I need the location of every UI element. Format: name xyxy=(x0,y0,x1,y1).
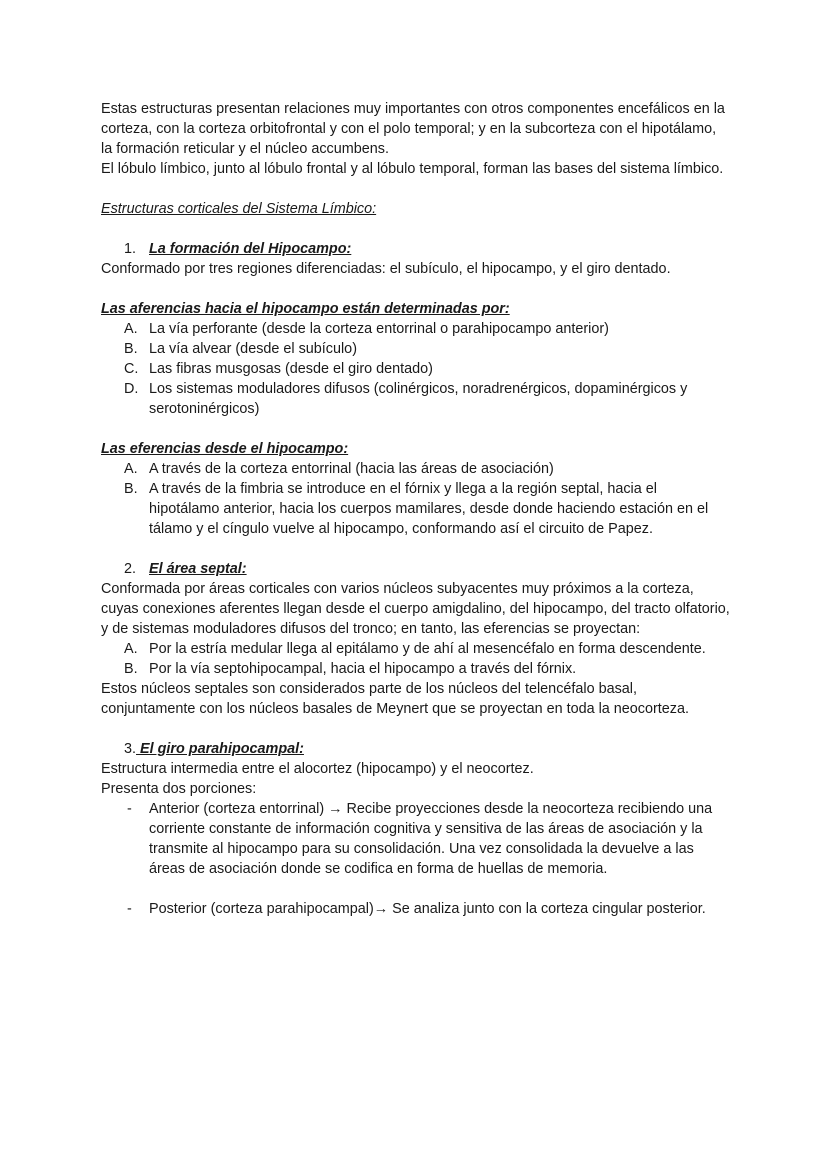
list-item-text: Posterior (corteza parahipocampal)→ Se analiza junto con la corteza cingular posterior. xyxy=(149,901,706,917)
list-marker: A. xyxy=(124,321,138,337)
list-item-text: A través de la corteza entorrinal (hacia las áreas de asociación) xyxy=(149,461,554,477)
section-3-line: Presenta dos porciones: xyxy=(101,781,257,797)
section-1-text: Conformado por tres regiones diferenciadas: el subículo, el hipocampo, y el giro dentado. xyxy=(101,261,671,277)
list-marker: - xyxy=(127,901,132,917)
list-item-text: A través de la fimbria se introduce en el fórnix y llega a la región septal, hacia el hipotálamo anterior, hacia los cuerpos mamilares, desde donde haciendo estación en el tálamo y el cíngulo vuelve al hipocampo, conformando así el circuito de Papez. xyxy=(149,481,709,537)
list-item-text: La vía perforante (desde la corteza entorrinal o parahipocampo anterior) xyxy=(149,321,609,337)
section-1-heading xyxy=(101,239,731,259)
list-marker: - xyxy=(127,801,132,817)
list-marker: B. xyxy=(124,661,138,677)
document-page xyxy=(101,99,731,919)
list-item xyxy=(101,659,731,679)
afferents-list xyxy=(101,319,731,419)
list-item xyxy=(101,359,731,379)
septal-efferents-list xyxy=(101,639,731,679)
section-3-title: El giro parahipocampal: xyxy=(136,741,304,757)
list-item xyxy=(101,479,731,539)
efferents-heading: Las eferencias desde el hipocampo: xyxy=(101,441,349,457)
list-item xyxy=(101,799,731,879)
list-item-text: Anterior (corteza entorrinal) → Recibe proyecciones desde la neocorteza recibiendo una corriente constante de información cognitiva y sensitiva de las áreas de asociación y la transmite al hipocampo para su consolidación. Una vez consolidada la devuelve a las áreas de asociación donde se codifica en forma de huellas de memoria. xyxy=(149,801,713,877)
section-2-text: Conformada por áreas corticales con varios núcleos subyacentes muy próximos a la corteza, cuyas conexiones aferentes llegan desde el cuerpo amigdalino, del hipocampo, del tracto olfatorio, y de sistemas moduladores difusos del tronco; en tanto, las eferencias se proyectan: xyxy=(101,581,730,637)
intro-paragraph: El lóbulo límbico, junto al lóbulo frontal y al lóbulo temporal, forman las bases del sistema límbico. xyxy=(101,161,724,177)
list-item xyxy=(101,319,731,339)
section-3-heading xyxy=(101,739,731,759)
section-3-line: Estructura intermedia entre el alocortez (hipocampo) y el neocortez. xyxy=(101,761,534,777)
section-number: 3. xyxy=(124,741,137,757)
list-item xyxy=(101,899,731,919)
section-2-title: El área septal: xyxy=(149,561,247,577)
list-marker: A. xyxy=(124,461,138,477)
intro-paragraph: Estas estructuras presentan relaciones muy importantes con otros componentes encefálicos en la corteza, con la corteza orbitofrontal y con el polo temporal; y en la subcorteza con el hipotálamo, la formación reticular y el núcleo accumbens. xyxy=(101,101,725,157)
list-item xyxy=(101,379,731,419)
section-title: Estructuras corticales del Sistema Límbico: xyxy=(101,201,377,217)
list-item-text: Los sistemas moduladores difusos (colinérgicos, noradrenérgicos, dopaminérgicos y serotoninérgicos) xyxy=(149,381,688,417)
section-1-title: La formación del Hipocampo: xyxy=(149,241,352,257)
list-item-text: La vía alvear (desde el subículo) xyxy=(149,341,357,357)
efferents-list xyxy=(101,459,731,539)
list-marker: C. xyxy=(124,361,139,377)
list-item xyxy=(101,339,731,359)
list-item-text: Por la estría medular llega al epitálamo y de ahí al mesencéfalo en forma descendente. xyxy=(149,641,706,657)
list-marker: B. xyxy=(124,341,138,357)
list-marker: A. xyxy=(124,641,138,657)
section-2-heading xyxy=(101,559,731,579)
list-item xyxy=(101,459,731,479)
section-2-after: Estos núcleos septales son considerados parte de los núcleos del telencéfalo basal, conjuntamente con los núcleos basales de Meynert que se proyectan en toda la neocorteza. xyxy=(101,681,689,717)
list-marker: D. xyxy=(124,381,139,397)
afferents-heading: Las aferencias hacia el hipocampo están determinadas por: xyxy=(101,301,510,317)
portions-list xyxy=(101,899,731,919)
section-number: 1. xyxy=(124,241,137,257)
list-marker: B. xyxy=(124,481,138,497)
list-item-text: Las fibras musgosas (desde el giro dentado) xyxy=(149,361,433,377)
section-number: 2. xyxy=(124,561,137,577)
list-item-text: Por la vía septohipocampal, hacia el hipocampo a través del fórnix. xyxy=(149,661,577,677)
portions-list xyxy=(101,799,731,879)
list-item xyxy=(101,639,731,659)
